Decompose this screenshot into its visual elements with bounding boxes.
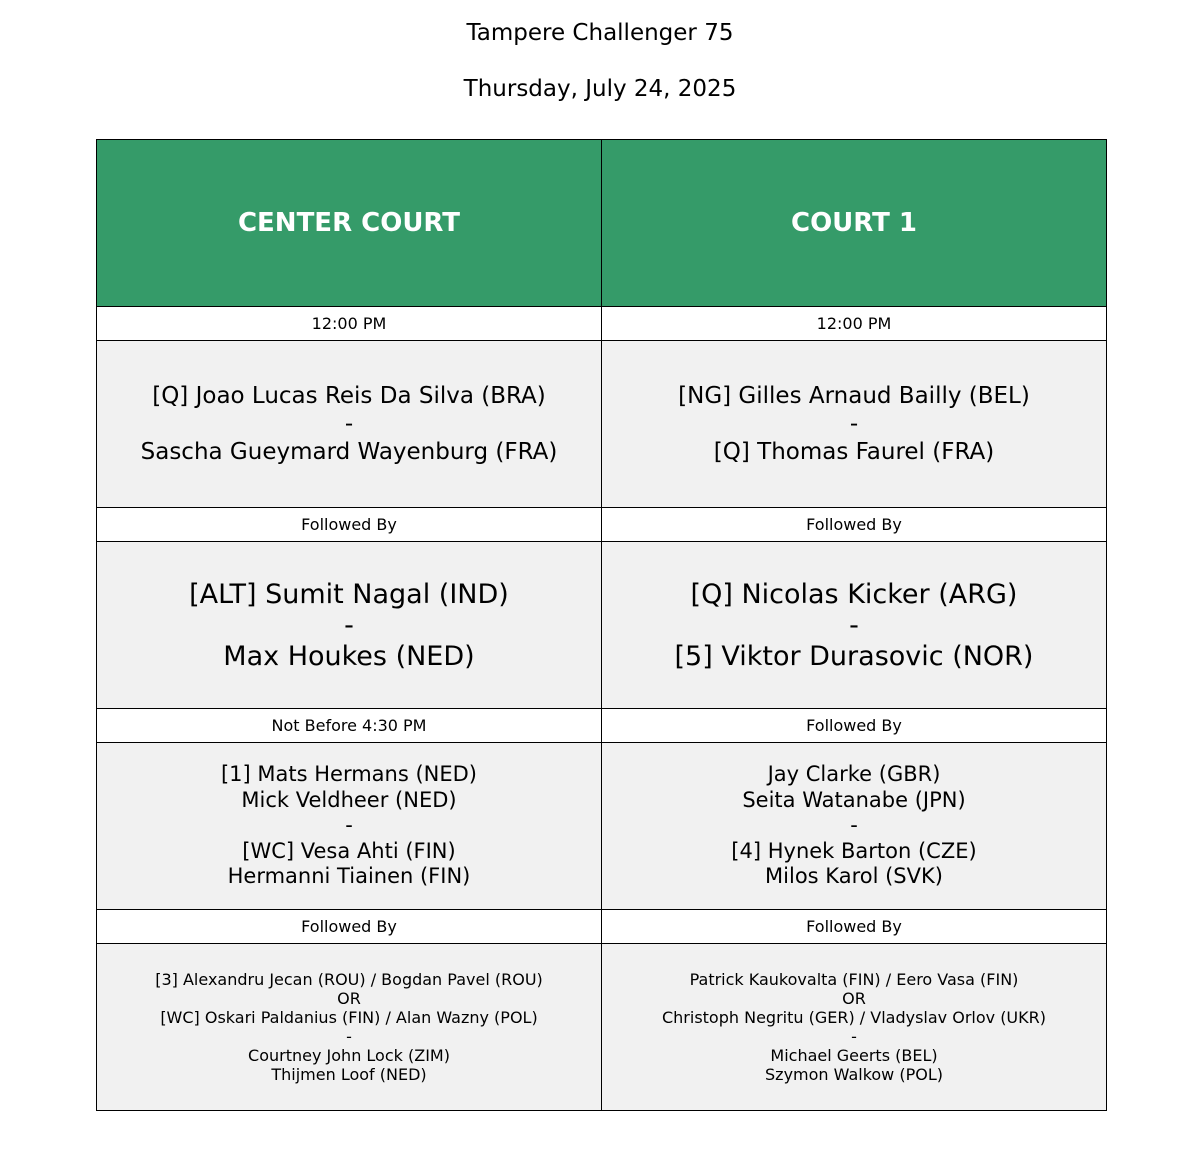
- match-line: -: [345, 813, 353, 838]
- slot-label: 12:00 PM: [97, 307, 602, 341]
- match-line: OR: [337, 989, 361, 1008]
- slot-label: Followed By: [602, 508, 1107, 542]
- match-line: Szymon Walkow (POL): [765, 1065, 943, 1084]
- match-line: OR: [842, 989, 866, 1008]
- match-cell: [602, 743, 1107, 910]
- match-line: [5] Viktor Durasovic (NOR): [674, 640, 1034, 672]
- match-line: [WC] Vesa Ahti (FIN): [242, 838, 456, 863]
- court-header-court-1: COURT 1: [602, 140, 1107, 307]
- match-cell: [97, 743, 602, 910]
- match-line: -: [344, 609, 354, 641]
- match-line: Hermanni Tiainen (FIN): [227, 864, 471, 889]
- match-cell: [602, 944, 1107, 1111]
- match-line: [ALT] Sumit Nagal (IND): [189, 578, 509, 610]
- match-line: Michael Geerts (BEL): [770, 1046, 938, 1065]
- match-line: [4] Hynek Barton (CZE): [731, 838, 977, 863]
- match-line: -: [849, 609, 859, 641]
- slot-label: Followed By: [602, 709, 1107, 743]
- court-header-center: CENTER COURT: [97, 140, 602, 307]
- match-cell: [97, 542, 602, 709]
- match-line: [3] Alexandru Jecan (ROU) / Bogdan Pavel (ROU): [155, 970, 543, 989]
- match-line: [WC] Oskari Paldanius (FIN) / Alan Wazny (POL): [160, 1008, 538, 1027]
- schedule-date: Thursday, July 24, 2025: [463, 76, 737, 102]
- match-line: Sascha Gueymard Wayenburg (FRA): [140, 439, 558, 465]
- slot-label: 12:00 PM: [602, 307, 1107, 341]
- match-line: Courtney John Lock (ZIM): [248, 1046, 450, 1065]
- slot-label: Followed By: [97, 508, 602, 542]
- match-line: [1] Mats Hermans (NED): [220, 762, 478, 787]
- match-line: -: [344, 411, 354, 437]
- match-cell: [97, 944, 602, 1111]
- order-of-play-table: [96, 139, 1107, 1111]
- slot-label: Not Before 4:30 PM: [97, 709, 602, 743]
- match-line: [Q] Joao Lucas Reis Da Silva (BRA): [152, 383, 546, 409]
- match-cell: [97, 341, 602, 508]
- match-line: [Q] Nicolas Kicker (ARG): [690, 578, 1018, 610]
- match-line: [NG] Gilles Arnaud Bailly (BEL): [678, 383, 1030, 409]
- match-line: Mick Veldheer (NED): [241, 787, 457, 812]
- match-line: -: [851, 1027, 857, 1046]
- match-line: Patrick Kaukovalta (FIN) / Eero Vasa (FIN): [689, 970, 1019, 989]
- tournament-title: Tampere Challenger 75: [466, 20, 734, 46]
- match-line: Seita Watanabe (JPN): [742, 787, 966, 812]
- match-cell: [602, 341, 1107, 508]
- match-line: [Q] Thomas Faurel (FRA): [713, 439, 995, 465]
- slot-label: Followed By: [602, 910, 1107, 944]
- match-line: Thijmen Loof (NED): [271, 1065, 427, 1084]
- match-line: -: [850, 813, 858, 838]
- match-line: Milos Karol (SVK): [765, 864, 943, 889]
- match-line: -: [346, 1027, 352, 1046]
- match-line: Max Houkes (NED): [223, 640, 475, 672]
- match-line: Christoph Negritu (GER) / Vladyslav Orlov (UKR): [661, 1008, 1046, 1027]
- slot-label: Followed By: [97, 910, 602, 944]
- match-line: Jay Clarke (GBR): [767, 762, 941, 787]
- match-cell: [602, 542, 1107, 709]
- match-line: -: [849, 411, 859, 437]
